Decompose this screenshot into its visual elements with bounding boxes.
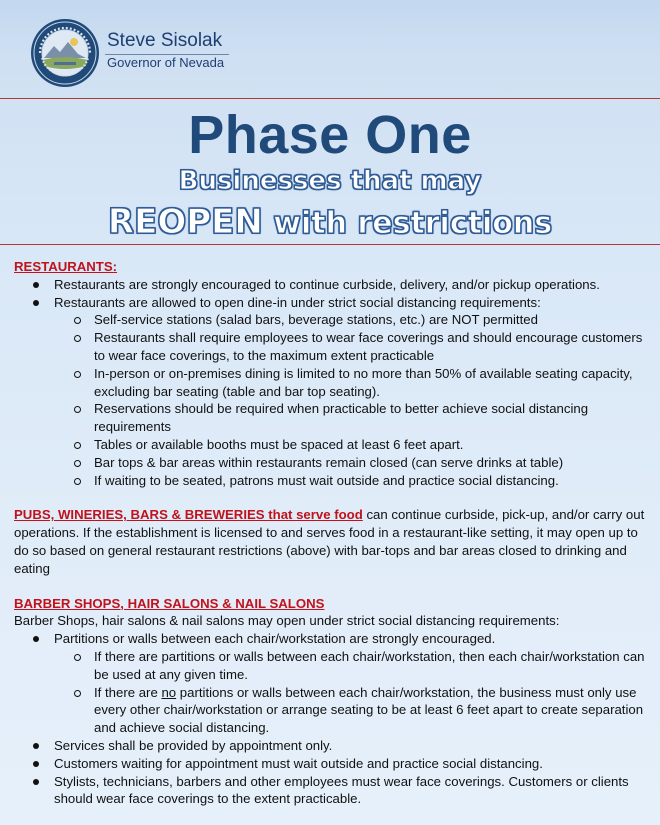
list-item: Services shall be provided by appointment only. [14,737,648,755]
list-item: Restaurants are strongly encouraged to continue curbside, delivery, and/or pickup operations. [14,276,648,294]
spacer [14,578,648,595]
pubs-paragraph [14,506,648,577]
hero-banner [0,100,660,244]
spacer [14,489,648,506]
nevada-state-seal-icon [30,18,100,88]
governor-title: Governor of Nevada [107,55,225,70]
restaurants-list [14,276,648,490]
subtitle-rest: with restrictions [273,206,553,241]
subtitle-line-2 [0,202,660,242]
sub2-no: no [161,684,177,700]
list-item [14,294,648,490]
barbers-heading: BARBER SHOPS, HAIR SALONS & NAIL SALONS [14,595,325,611]
header [0,0,660,100]
sub2-post: partitions or walls between each chair/workstation, the business must only use every other chair/workstation or arrange seating to be at least 6 feet apart to create separation and achieve social distancing. [94,684,644,736]
barbers-list [14,630,648,808]
subtitle-line-1: Businesses that may [178,166,482,196]
list-item [14,630,648,737]
pubs-heading: PUBS, WINERIES, BARS & BREWERIES that serve food [14,507,363,523]
top-divider [0,98,660,99]
sub-list-item: If waiting to be seated, patrons must wait outside and practice social distancing. [54,472,648,490]
governor-name: Steve Sisolak [107,30,223,51]
barbers-intro: Barber Shops, hair salons & nail salons may open under strict social distancing requirements: [14,613,560,629]
list-item-text: Partitions or walls between each chair/workstation are strongly encouraged. [54,631,496,647]
pubs-text: can continue curbside, pick-up, and/or carry out operations. If the establishment is licensed to and serves food in a restaurant-like setting, it may open up to do so based on general restaurant restrictions (above) with bar-tops and bar areas closed to drinking and eating [14,507,645,576]
sub-list-item: Tables or available booths must be spaced at least 6 feet apart. [54,436,648,454]
list-item: Customers waiting for appointment must wait outside and practice social distancing. [14,755,648,773]
restaurants-heading: RESTAURANTS: [14,259,118,274]
list-item: Stylists, technicians, barbers and other employees must wear face coverings. Customers or clients should wear face coverings to the extent practicable. [14,773,648,809]
list-item-text: Restaurants are allowed to open dine-in under strict social distancing requirements: [54,294,541,310]
document-body [14,258,648,808]
restaurants-sublist [14,311,648,489]
sub-list-item: If there are partitions or walls between each chair/workstation, then each chair/workstation can be used at any given time. [54,648,648,684]
barbers-sublist [14,648,648,737]
sub-list-item: Bar tops & bar areas within restaurants remain closed (can serve drinks at table) [54,454,648,472]
sub-list-item: Restaurants shall require employees to wear face coverings and should encourage customers to wear face coverings, to the maximum extent practicable [54,329,648,365]
page-title: Phase One [188,105,472,165]
sub-list-item: Reservations should be required when practicable to better achieve social distancing requirements [54,400,648,436]
subtitle-reopen: REOPEN [107,202,263,242]
sub-list-item: In-person or on-premises dining is limited to no more than 50% of available seating capacity, excluding bar seating (table and bar top seating). [54,365,648,401]
hero-bottom-divider [0,244,660,245]
sub2-pre: If there are [94,684,162,700]
sub-list-item: Self-service stations (salad bars, beverage stations, etc.) are NOT permitted [54,311,648,329]
sub-list-item [54,684,648,737]
